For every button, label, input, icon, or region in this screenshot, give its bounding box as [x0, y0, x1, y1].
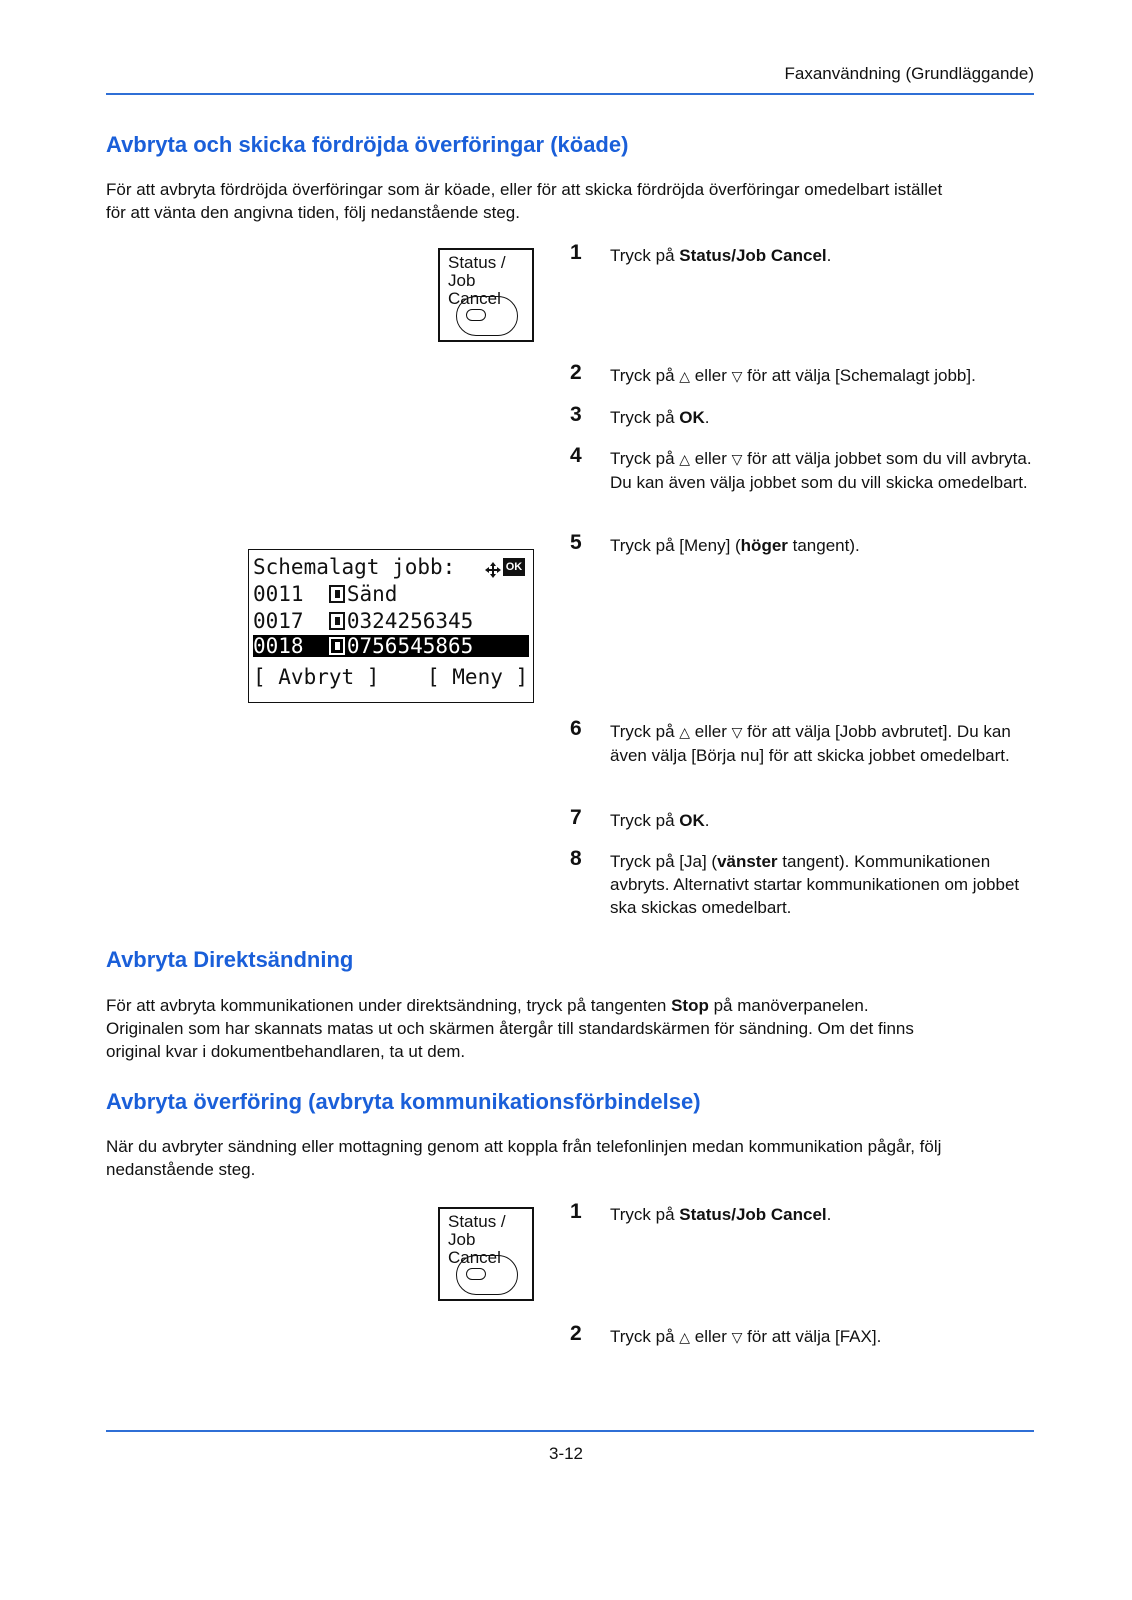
down-arrow-icon: ▽ — [731, 724, 743, 740]
fax-icon — [329, 612, 345, 630]
lcd-job-row: 0011 Sänd — [253, 582, 398, 606]
fax-icon — [329, 637, 345, 655]
status-job-cancel-key-illustration — [438, 248, 534, 342]
section-heading-queued: Avbryta och skicka fördröjda överföringar (köade) — [106, 132, 629, 157]
section-body-direct-send: För att avbryta kommunikationen under direktsändning, tryck på tangenten Stop på manöverpanelen. Originalen som har skannats matas ut och skärmen återgår till standardskärmen för sändning. Om det finns original kvar i dokumentbehandlaren, ta ut dem. — [106, 996, 914, 1061]
fax-icon — [329, 585, 345, 603]
down-arrow-icon: ▽ — [731, 1329, 743, 1345]
up-arrow-icon: △ — [679, 451, 691, 467]
down-arrow-icon: ▽ — [731, 368, 743, 384]
status-job-cancel-key-illustration — [438, 1207, 534, 1301]
cross-arrow-icon — [485, 559, 501, 575]
lcd-job-row: 0017 0324256345 — [253, 609, 474, 633]
lcd-screen — [248, 549, 534, 703]
up-arrow-icon: △ — [679, 724, 691, 740]
running-header: Faxanvändning (Grundläggande) — [784, 64, 1034, 83]
up-arrow-icon: △ — [679, 368, 691, 384]
section-intro-queued: För att avbryta fördröjda överföringar som är köade, eller för att skicka fördröjda överföringar omedelbart istället för att vänta den angivna tiden, följ nedanstående steg. — [106, 180, 943, 222]
page-number: 3-12 — [548, 1444, 584, 1463]
section-heading-direct-send: Avbryta Direktsändning — [106, 947, 354, 972]
section-intro-disconnect: När du avbryter sändning eller mottagning genom att koppla från telefonlinjen medan kommunikation pågår, följ nedanstående steg. — [106, 1137, 942, 1179]
lcd-job-row-selected: 0018 0756545865 — [253, 635, 529, 657]
down-arrow-icon: ▽ — [731, 451, 743, 467]
key-button-shape — [456, 1255, 518, 1295]
footer-rule — [106, 1430, 1034, 1432]
key-button-shape — [456, 296, 518, 336]
key-label: Status / Job Cancel — [448, 1212, 506, 1267]
ok-icon: OK — [503, 558, 525, 576]
header-rule — [106, 93, 1034, 95]
key-label: Status / Job Cancel — [448, 253, 506, 308]
lcd-softkey-left: [ Avbryt ] — [253, 665, 380, 689]
section-heading-disconnect: Avbryta överföring (avbryta kommunikationsförbindelse) — [106, 1089, 701, 1114]
lcd-title: Schemalagt jobb: — [253, 555, 456, 579]
up-arrow-icon: △ — [679, 1329, 691, 1345]
lcd-softkey-right: [ Meny ] — [427, 665, 529, 689]
